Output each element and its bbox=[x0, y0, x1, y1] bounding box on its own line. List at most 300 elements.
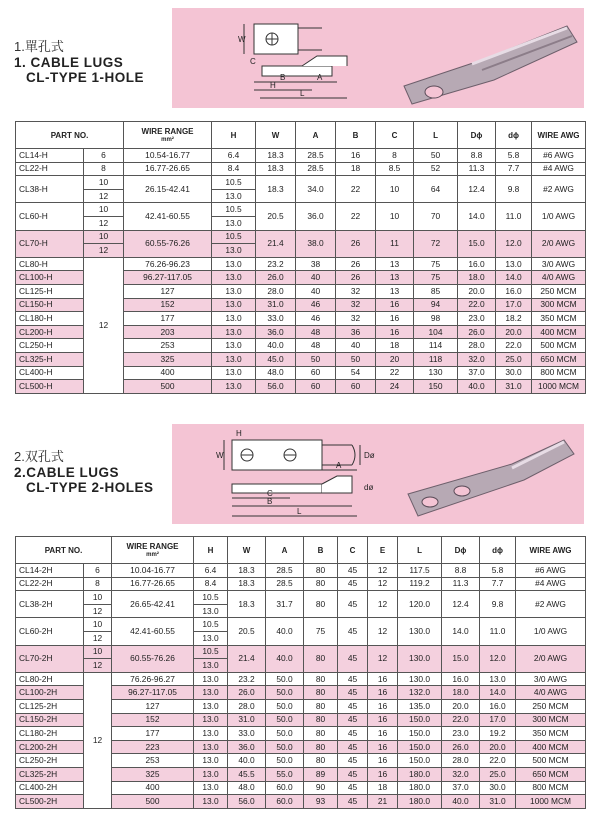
c-cell: 10 bbox=[376, 203, 414, 230]
w-cell: 18.3 bbox=[228, 577, 266, 591]
awg-cell: 350 MCM bbox=[516, 727, 586, 741]
b-cell: 54 bbox=[336, 366, 376, 380]
h-cell: 13.0 bbox=[212, 325, 256, 339]
table-row bbox=[16, 162, 586, 176]
e-cell: 16 bbox=[368, 699, 398, 713]
part-number-cell: CL80-H bbox=[16, 257, 84, 271]
c-cell: 13 bbox=[376, 257, 414, 271]
a-cell: 50.0 bbox=[266, 754, 304, 768]
l-cell: 130.0 bbox=[398, 645, 442, 672]
l-cell: 104 bbox=[414, 325, 458, 339]
d-large-cell: 20.0 bbox=[442, 699, 480, 713]
awg-cell: 500 MCM bbox=[532, 339, 586, 353]
table-row bbox=[16, 591, 586, 605]
h-cell: 10.5 bbox=[212, 176, 256, 190]
c-cell: 13 bbox=[376, 284, 414, 298]
b-cell: 80 bbox=[304, 577, 338, 591]
a-cell: 40 bbox=[296, 271, 336, 285]
w-cell: 33.0 bbox=[228, 727, 266, 741]
spec-table-2-holes bbox=[15, 536, 586, 809]
d-small-cell: 19.2 bbox=[480, 727, 516, 741]
d-large-cell: 37.0 bbox=[442, 781, 480, 795]
dim-h-label-2: H bbox=[236, 429, 242, 438]
d-small-cell: 11.0 bbox=[480, 618, 516, 645]
gauge-cell: 12 bbox=[84, 189, 124, 203]
gauge-cell: 12 bbox=[84, 631, 112, 645]
l-cell: 114 bbox=[414, 339, 458, 353]
table-row bbox=[16, 203, 586, 217]
wire-range-cell: 26.65-42.41 bbox=[112, 591, 194, 618]
d-large-cell: 32.0 bbox=[442, 767, 480, 781]
gauge-cell: 6 bbox=[84, 149, 124, 163]
table-row bbox=[16, 645, 586, 659]
part-number-cell: CL500-2H bbox=[16, 795, 84, 809]
table-row bbox=[16, 618, 586, 632]
awg-cell: 1/0 AWG bbox=[532, 203, 586, 230]
a-cell: 28.5 bbox=[266, 564, 304, 578]
awg-cell: #2 AWG bbox=[516, 591, 586, 618]
w-cell: 26.0 bbox=[228, 686, 266, 700]
e-cell: 12 bbox=[368, 577, 398, 591]
awg-cell: 2/0 AWG bbox=[532, 230, 586, 257]
b-cell: 80 bbox=[304, 740, 338, 754]
w-cell: 33.0 bbox=[256, 312, 296, 326]
d-large-cell: 15.0 bbox=[442, 645, 480, 672]
b-cell: 22 bbox=[336, 176, 376, 203]
wire-range-cell: 203 bbox=[124, 325, 212, 339]
gauge-cell: 8 bbox=[84, 162, 124, 176]
d-large-cell: 12.4 bbox=[442, 591, 480, 618]
w-cell: 18.3 bbox=[228, 564, 266, 578]
gauge-cell: 10 bbox=[84, 203, 124, 217]
w-cell: 56.0 bbox=[228, 795, 266, 809]
l-cell: 150.0 bbox=[398, 740, 442, 754]
wire-range-cell: 253 bbox=[124, 339, 212, 353]
b-cell: 75 bbox=[304, 618, 338, 645]
d-small-cell: 9.8 bbox=[480, 591, 516, 618]
w-cell: 23.2 bbox=[228, 672, 266, 686]
dim-dd-label-2: dø bbox=[364, 483, 374, 492]
h-cell: 13.0 bbox=[212, 271, 256, 285]
a-cell: 46 bbox=[296, 312, 336, 326]
a-cell: 60 bbox=[296, 366, 336, 380]
c-cell: 16 bbox=[376, 298, 414, 312]
d-small-cell: 14.0 bbox=[480, 686, 516, 700]
w-cell: 18.3 bbox=[256, 162, 296, 176]
h-cell: 8.4 bbox=[212, 162, 256, 176]
wire-range-cell: 127 bbox=[112, 699, 194, 713]
d-small-cell: 16.0 bbox=[496, 284, 532, 298]
col-header-h: H bbox=[212, 122, 256, 149]
part-number-cell: CL250-H bbox=[16, 339, 84, 353]
w-cell: 18.3 bbox=[228, 591, 266, 618]
wire-range-cell: 400 bbox=[124, 366, 212, 380]
dim-b-label: B bbox=[280, 73, 286, 82]
d-large-cell: 14.0 bbox=[458, 203, 496, 230]
b-cell: 60 bbox=[336, 380, 376, 394]
l-cell: 150.0 bbox=[398, 713, 442, 727]
d-small-cell: 7.7 bbox=[480, 577, 516, 591]
c-cell: 16 bbox=[376, 312, 414, 326]
c-cell: 45 bbox=[338, 618, 368, 645]
d-large-cell: 32.0 bbox=[458, 352, 496, 366]
w-cell: 56.0 bbox=[256, 380, 296, 394]
table-row bbox=[16, 672, 586, 686]
part-number-cell: CL22-H bbox=[16, 162, 84, 176]
h-cell: 10.5 bbox=[212, 203, 256, 217]
section2-title-zh: 2.双孔式 bbox=[14, 449, 64, 464]
d-large-cell: 20.0 bbox=[458, 284, 496, 298]
d-small-cell: 13.0 bbox=[496, 257, 532, 271]
d-large-cell: 16.0 bbox=[458, 257, 496, 271]
w-cell: 36.0 bbox=[256, 325, 296, 339]
e-cell: 16 bbox=[368, 740, 398, 754]
h-cell: 13.0 bbox=[194, 699, 228, 713]
c-cell: 45 bbox=[338, 795, 368, 809]
c-cell: 45 bbox=[338, 686, 368, 700]
h-cell: 13.0 bbox=[194, 781, 228, 795]
d-large-cell: 23.0 bbox=[442, 727, 480, 741]
h-cell: 13.0 bbox=[212, 339, 256, 353]
wire-range-cell: 500 bbox=[112, 795, 194, 809]
h-cell: 13.0 bbox=[212, 257, 256, 271]
b-cell: 80 bbox=[304, 699, 338, 713]
l-cell: 180.0 bbox=[398, 767, 442, 781]
c-cell: 45 bbox=[338, 767, 368, 781]
awg-cell: 250 MCM bbox=[532, 284, 586, 298]
wire-range-cell: 400 bbox=[112, 781, 194, 795]
lug-2-holes-photo bbox=[408, 440, 574, 516]
col-header-w: W bbox=[256, 122, 296, 149]
section2-title bbox=[14, 446, 154, 495]
d-large-cell: 26.0 bbox=[442, 740, 480, 754]
dim-h-label: H bbox=[270, 81, 276, 90]
gauge-cell: 10 bbox=[84, 618, 112, 632]
wire-range-cell: 152 bbox=[124, 298, 212, 312]
h-cell: 13.0 bbox=[194, 767, 228, 781]
col-header-d-large: Dϕ bbox=[458, 122, 496, 149]
d-large-cell: 15.0 bbox=[458, 230, 496, 257]
w-cell: 31.0 bbox=[228, 713, 266, 727]
b-cell: 40 bbox=[336, 339, 376, 353]
awg-cell: 500 MCM bbox=[516, 754, 586, 768]
awg-cell: 650 MCM bbox=[532, 352, 586, 366]
awg-cell: 300 MCM bbox=[516, 713, 586, 727]
col-header-awg: WIRE AWG bbox=[532, 122, 586, 149]
dim-w-label-2: W bbox=[216, 451, 224, 460]
b-cell: 32 bbox=[336, 312, 376, 326]
d-small-cell: 12.0 bbox=[480, 645, 516, 672]
gauge-cell: 12 bbox=[84, 257, 124, 393]
d-small-cell: 20.0 bbox=[480, 740, 516, 754]
col-header-h: H bbox=[194, 537, 228, 564]
l-cell: 130.0 bbox=[398, 618, 442, 645]
l-cell: 180.0 bbox=[398, 795, 442, 809]
d-small-cell: 7.7 bbox=[496, 162, 532, 176]
part-number-cell: CL100-H bbox=[16, 271, 84, 285]
h-cell: 13.0 bbox=[194, 727, 228, 741]
d-large-cell: 40.0 bbox=[458, 380, 496, 394]
c-cell: 10 bbox=[376, 176, 414, 203]
c-cell: 45 bbox=[338, 727, 368, 741]
d-small-cell: 13.0 bbox=[480, 672, 516, 686]
d-small-cell: 31.0 bbox=[496, 380, 532, 394]
c-cell: 18 bbox=[376, 339, 414, 353]
d-large-cell: 22.0 bbox=[442, 713, 480, 727]
wire-range-cell: 16.77-26.65 bbox=[112, 577, 194, 591]
l-cell: 135.0 bbox=[398, 699, 442, 713]
h-cell: 13.0 bbox=[212, 189, 256, 203]
d-large-cell: 22.0 bbox=[458, 298, 496, 312]
awg-cell: #2 AWG bbox=[532, 176, 586, 203]
d-large-cell: 40.0 bbox=[442, 795, 480, 809]
wire-range-cell: 253 bbox=[112, 754, 194, 768]
d-small-cell: 25.0 bbox=[496, 352, 532, 366]
wire-range-cell: 10.54-16.77 bbox=[124, 149, 212, 163]
section2-title-line2: CL-TYPE 2-HOLES bbox=[26, 480, 154, 495]
col-header-d-small: dϕ bbox=[496, 122, 532, 149]
part-number-cell: CL125-H bbox=[16, 284, 84, 298]
e-cell: 21 bbox=[368, 795, 398, 809]
table-row bbox=[16, 257, 586, 271]
e-cell: 16 bbox=[368, 754, 398, 768]
l-cell: 132.0 bbox=[398, 686, 442, 700]
gauge-cell: 10 bbox=[84, 230, 124, 244]
d-large-cell: 16.0 bbox=[442, 672, 480, 686]
part-number-cell: CL60-H bbox=[16, 203, 84, 230]
h-cell: 10.5 bbox=[194, 618, 228, 632]
l-cell: 75 bbox=[414, 257, 458, 271]
wire-range-cell: 60.55-76.26 bbox=[112, 645, 194, 672]
b-cell: 26 bbox=[336, 271, 376, 285]
awg-cell: 2/0 AWG bbox=[516, 645, 586, 672]
d-large-cell: 28.0 bbox=[458, 339, 496, 353]
w-cell: 26.0 bbox=[256, 271, 296, 285]
part-number-cell: CL14-2H bbox=[16, 564, 84, 578]
e-cell: 18 bbox=[368, 781, 398, 795]
part-number-cell: CL400-2H bbox=[16, 781, 84, 795]
dim-l-label: L bbox=[300, 89, 305, 98]
c-cell: 8 bbox=[376, 149, 414, 163]
b-cell: 80 bbox=[304, 645, 338, 672]
c-cell: 16 bbox=[376, 325, 414, 339]
w-cell: 20.5 bbox=[228, 618, 266, 645]
e-cell: 12 bbox=[368, 645, 398, 672]
dim-c-label: C bbox=[250, 57, 256, 66]
spec-table-1-hole bbox=[15, 121, 586, 394]
col-header-l: L bbox=[398, 537, 442, 564]
section2-title-line1: 2.CABLE LUGS bbox=[14, 465, 120, 480]
h-cell: 13.0 bbox=[212, 216, 256, 230]
h-cell: 13.0 bbox=[194, 631, 228, 645]
lug-1-hole-photo bbox=[404, 26, 577, 104]
awg-cell: 400 MCM bbox=[532, 325, 586, 339]
a-cell: 50.0 bbox=[266, 699, 304, 713]
dim-dd-label-1: Dø bbox=[364, 451, 375, 460]
w-cell: 18.3 bbox=[256, 176, 296, 203]
col-header-part: PART NO. bbox=[16, 122, 124, 149]
l-cell: 130.0 bbox=[398, 672, 442, 686]
d-small-cell: 16.0 bbox=[480, 699, 516, 713]
gauge-cell: 10 bbox=[84, 176, 124, 190]
a-cell: 38.0 bbox=[296, 230, 336, 257]
c-cell: 8.5 bbox=[376, 162, 414, 176]
a-cell: 50.0 bbox=[266, 740, 304, 754]
d-small-cell: 5.8 bbox=[496, 149, 532, 163]
d-small-cell: 30.0 bbox=[496, 366, 532, 380]
h-cell: 8.4 bbox=[194, 577, 228, 591]
diagram-2-holes bbox=[172, 424, 584, 524]
d-large-cell: 8.8 bbox=[458, 149, 496, 163]
wire-range-cell: 76.26-96.27 bbox=[112, 672, 194, 686]
w-cell: 48.0 bbox=[256, 366, 296, 380]
e-cell: 12 bbox=[368, 564, 398, 578]
a-cell: 50.0 bbox=[266, 713, 304, 727]
col-header-part: PART NO. bbox=[16, 537, 112, 564]
part-number-cell: CL150-H bbox=[16, 298, 84, 312]
a-cell: 40.0 bbox=[266, 618, 304, 645]
awg-cell: 300 MCM bbox=[532, 298, 586, 312]
a-cell: 34.0 bbox=[296, 176, 336, 203]
h-cell: 13.0 bbox=[212, 244, 256, 258]
awg-cell: 350 MCM bbox=[532, 312, 586, 326]
awg-cell: #6 AWG bbox=[532, 149, 586, 163]
d-large-cell: 18.0 bbox=[442, 686, 480, 700]
e-cell: 12 bbox=[368, 618, 398, 645]
awg-cell: 1000 MCM bbox=[532, 380, 586, 394]
e-cell: 16 bbox=[368, 686, 398, 700]
gauge-cell: 8 bbox=[84, 577, 112, 591]
h-cell: 13.0 bbox=[212, 380, 256, 394]
table-row bbox=[16, 577, 586, 591]
c-cell: 45 bbox=[338, 564, 368, 578]
h-cell: 13.0 bbox=[194, 754, 228, 768]
part-number-cell: CL100-2H bbox=[16, 686, 84, 700]
w-cell: 45.0 bbox=[256, 352, 296, 366]
b-cell: 26 bbox=[336, 230, 376, 257]
part-number-cell: CL38-2H bbox=[16, 591, 84, 618]
l-cell: 130 bbox=[414, 366, 458, 380]
dim-l-label-2: L bbox=[297, 507, 302, 516]
wire-range-cell: 177 bbox=[112, 727, 194, 741]
part-number-cell: CL180-2H bbox=[16, 727, 84, 741]
a-cell: 48 bbox=[296, 325, 336, 339]
d-small-cell: 18.2 bbox=[496, 312, 532, 326]
a-cell: 28.5 bbox=[266, 577, 304, 591]
awg-cell: 800 MCM bbox=[532, 366, 586, 380]
col-header-l: L bbox=[414, 122, 458, 149]
w-cell: 21.4 bbox=[256, 230, 296, 257]
gauge-cell: 12 bbox=[84, 604, 112, 618]
part-number-cell: CL125-2H bbox=[16, 699, 84, 713]
d-small-cell: 30.0 bbox=[480, 781, 516, 795]
wire-range-cell: 60.55-76.26 bbox=[124, 230, 212, 257]
h-cell: 13.0 bbox=[194, 604, 228, 618]
w-cell: 31.0 bbox=[256, 298, 296, 312]
section1-title-line2: CL-TYPE 1-HOLE bbox=[26, 70, 145, 85]
part-number-cell: CL38-H bbox=[16, 176, 84, 203]
d-large-cell: 14.0 bbox=[442, 618, 480, 645]
w-cell: 28.0 bbox=[256, 284, 296, 298]
b-cell: 18 bbox=[336, 162, 376, 176]
wire-range-cell: 223 bbox=[112, 740, 194, 754]
col-header-d-large: Dϕ bbox=[442, 537, 480, 564]
b-cell: 90 bbox=[304, 781, 338, 795]
l-cell: 52 bbox=[414, 162, 458, 176]
h-cell: 10.5 bbox=[194, 645, 228, 659]
d-large-cell: 12.4 bbox=[458, 176, 496, 203]
c-cell: 45 bbox=[338, 577, 368, 591]
c-cell: 45 bbox=[338, 713, 368, 727]
w-cell: 48.0 bbox=[228, 781, 266, 795]
d-large-cell: 28.0 bbox=[442, 754, 480, 768]
awg-cell: 1/0 AWG bbox=[516, 618, 586, 645]
b-cell: 22 bbox=[336, 203, 376, 230]
b-cell: 32 bbox=[336, 284, 376, 298]
wire-range-cell: 177 bbox=[124, 312, 212, 326]
diagram-1-hole bbox=[172, 8, 584, 108]
b-cell: 80 bbox=[304, 727, 338, 741]
dim-c-label-2: C bbox=[267, 489, 273, 498]
b-cell: 36 bbox=[336, 325, 376, 339]
wire-range-cell: 26.15-42.41 bbox=[124, 176, 212, 203]
b-cell: 16 bbox=[336, 149, 376, 163]
part-number-cell: CL80-2H bbox=[16, 672, 84, 686]
w-cell: 36.0 bbox=[228, 740, 266, 754]
l-cell: 180.0 bbox=[398, 781, 442, 795]
l-cell: 118 bbox=[414, 352, 458, 366]
e-cell: 16 bbox=[368, 713, 398, 727]
awg-cell: 1000 MCM bbox=[516, 795, 586, 809]
col-header-b: B bbox=[336, 122, 376, 149]
d-small-cell: 25.0 bbox=[480, 767, 516, 781]
a-cell: 60.0 bbox=[266, 781, 304, 795]
awg-cell: 250 MCM bbox=[516, 699, 586, 713]
col-header-a: A bbox=[266, 537, 304, 564]
e-cell: 16 bbox=[368, 727, 398, 741]
wire-range-cell: 42.41-60.55 bbox=[124, 203, 212, 230]
col-header-awg: WIRE AWG bbox=[516, 537, 586, 564]
b-cell: 80 bbox=[304, 754, 338, 768]
col-header-c: C bbox=[338, 537, 368, 564]
b-cell: 93 bbox=[304, 795, 338, 809]
a-cell: 50 bbox=[296, 352, 336, 366]
h-cell: 6.4 bbox=[212, 149, 256, 163]
wire-range-cell: 16.77-26.65 bbox=[124, 162, 212, 176]
part-number-cell: CL250-2H bbox=[16, 754, 84, 768]
part-number-cell: CL500-H bbox=[16, 380, 84, 394]
w-cell: 40.0 bbox=[228, 754, 266, 768]
c-cell: 45 bbox=[338, 645, 368, 672]
d-small-cell: 20.0 bbox=[496, 325, 532, 339]
d-small-cell: 14.0 bbox=[496, 271, 532, 285]
section1-title bbox=[14, 36, 144, 85]
col-header-wire: WIRE RANGE mm² bbox=[124, 122, 212, 149]
a-cell: 55.0 bbox=[266, 767, 304, 781]
gauge-cell: 12 bbox=[84, 659, 112, 673]
c-cell: 24 bbox=[376, 380, 414, 394]
part-number-cell: CL70-H bbox=[16, 230, 84, 257]
d-small-cell: 17.0 bbox=[496, 298, 532, 312]
part-number-cell: CL325-2H bbox=[16, 767, 84, 781]
l-cell: 98 bbox=[414, 312, 458, 326]
h-cell: 13.0 bbox=[212, 366, 256, 380]
wire-range-cell: 152 bbox=[112, 713, 194, 727]
awg-cell: 650 MCM bbox=[516, 767, 586, 781]
section1-title-line1: 1. CABLE LUGS bbox=[14, 55, 124, 70]
c-cell: 45 bbox=[338, 591, 368, 618]
h-cell: 13.0 bbox=[194, 740, 228, 754]
